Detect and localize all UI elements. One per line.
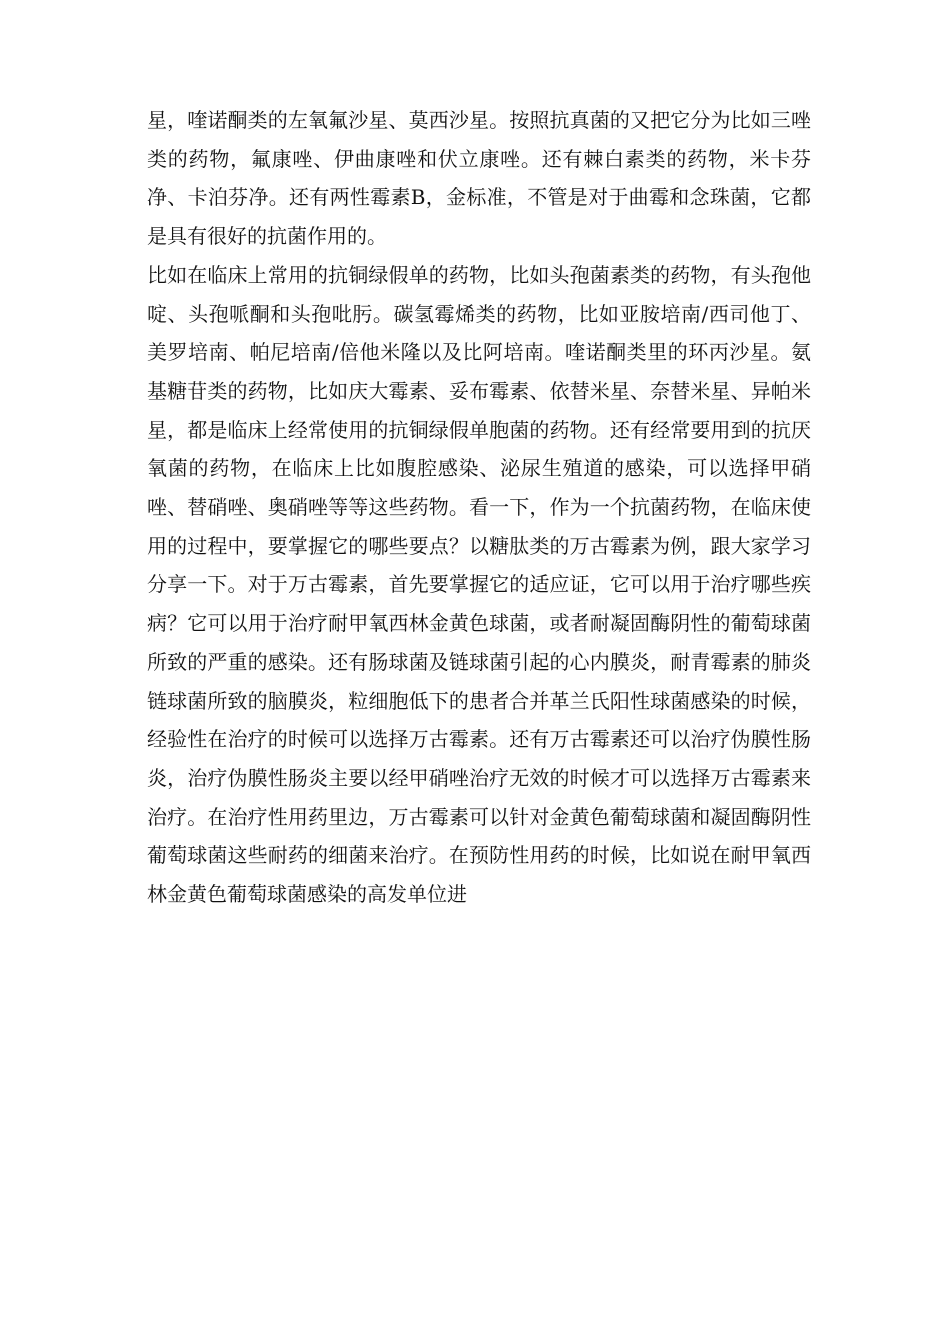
body-text (147, 101, 811, 914)
paragraph-2: 比如在临床上常用的抗铜绿假单的药物，比如头孢菌素类的药物，有头孢他啶、头孢哌酮和头孢吡肟。碳氢霉烯类的药物，比如亚胺培南/西司他丁、美罗培南、帕尼培南/倍他米隆以及比阿培南。喹诺酮类里的环丙沙星。氨基糖苷类的药物，比如庆大霉素、妥布霉素、依替米星、奈替米星、异帕米星，都是临床上经常使用的抗铜绿假单胞菌的药物。还有经常要用到的抗厌氧菌的药物，在临床上比如腹腔感染、泌尿生殖道的感染，可以选择甲硝唑、替硝唑、奥硝唑等等这些药物。看一下，作为一个抗菌药物，在临床使用的过程中，要掌握它的哪些要点？以糖肽类的万古霉素为例，跟大家学习分享一下。对于万古霉素，首先要掌握它的适应证，它可以用于治疗哪些疾病？它可以用于治疗耐甲氧西林金黄色球菌，或者耐凝固酶阴性的葡萄球菌所致的严重的感染。还有肠球菌及链球菌引起的心内膜炎，耐青霉素的肺炎链球菌所致的脑膜炎，粒细胞低下的患者合并革兰氏阳性球菌感染的时候，经验性在治疗的时候可以选择万古霉素。还有万古霉素还可以治疗伪膜性肠炎，治疗伪膜性肠炎主要以经甲硝唑治疗无效的时候才可以选择万古霉素来治疗。在治疗性用药里边，万古霉素可以针对金黄色葡萄球菌和凝固酶阴性葡萄球菌这些耐药的细菌来治疗。在预防性用药的时候，比如说在耐甲氧西林金黄色葡萄球菌感染的高发单位进 (147, 262, 811, 907)
paragraph-1: 星，喹诺酮类的左氧氟沙星、莫西沙星。按照抗真菌的又把它分为比如三唑类的药物，氟康唑、伊曲康唑和伏立康唑。还有棘白素类的药物，米卡芬净、卡泊芬净。还有两性霉素B，金标准，不管是对于曲霉和念珠菌，它都是具有很好的抗菌作用的。 (147, 108, 811, 249)
